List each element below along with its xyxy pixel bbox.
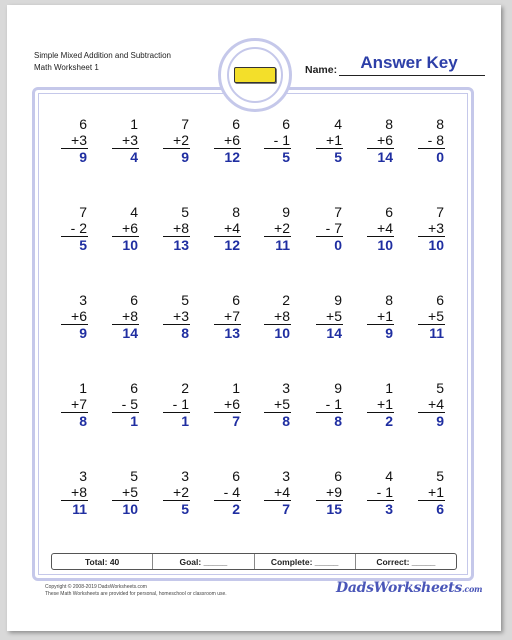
operand-top: 2 (282, 292, 290, 308)
math-problem (54, 204, 94, 253)
goal-cell: Goal: _____ (153, 554, 254, 569)
math-problem (360, 468, 400, 517)
operand-top: 6 (130, 380, 138, 396)
math-problem (411, 292, 451, 341)
operand-top: 4 (130, 204, 138, 220)
operand-bottom: +8 (173, 220, 189, 236)
name-line (339, 75, 485, 76)
operand-top: 7 (181, 116, 189, 132)
operand-top: 8 (436, 116, 444, 132)
total-cell: Total: 40 (52, 554, 153, 569)
math-problem (156, 116, 196, 165)
answer: 10 (122, 237, 138, 253)
operand-top: 7 (436, 204, 444, 220)
math-problem (54, 292, 94, 341)
answer: 5 (334, 149, 342, 165)
operand-top: 4 (385, 468, 393, 484)
math-problem (207, 204, 247, 253)
math-problem (411, 468, 451, 517)
operand-top: 5 (436, 380, 444, 396)
operand-top: 8 (385, 116, 393, 132)
answer: 14 (326, 325, 342, 341)
answer: 8 (334, 413, 342, 429)
operand-top: 3 (79, 292, 87, 308)
operand-top: 6 (385, 204, 393, 220)
operand-top: 6 (232, 292, 240, 308)
operand-bottom: +6 (122, 220, 138, 236)
answer: 12 (224, 149, 240, 165)
operand-bottom: +4 (428, 396, 444, 412)
math-problem (105, 468, 145, 517)
operand-top: 1 (385, 380, 393, 396)
operand-bottom: +2 (173, 484, 189, 500)
math-problem (309, 468, 349, 517)
answer: 10 (377, 237, 393, 253)
answer: 7 (232, 413, 240, 429)
answer: 2 (232, 501, 240, 517)
operand-top: 1 (79, 380, 87, 396)
math-problem (257, 204, 297, 253)
answer: 9 (79, 149, 87, 165)
math-problem (411, 116, 451, 165)
operand-bottom: +4 (224, 220, 240, 236)
name-label: Name: (305, 64, 338, 76)
operand-top: 2 (181, 380, 189, 396)
answer: 0 (334, 237, 342, 253)
operand-top: 6 (232, 116, 240, 132)
operand-top: 5 (181, 292, 189, 308)
math-problem (156, 204, 196, 253)
answer: 11 (275, 237, 290, 253)
operand-top: 3 (79, 468, 87, 484)
answer: 0 (436, 149, 444, 165)
operand-bottom: +1 (326, 132, 342, 148)
operand-top: 6 (130, 292, 138, 308)
usage-line: These Math Worksheets are provided for personal, homeschool or classroom use. (45, 591, 227, 597)
answer: 14 (377, 149, 393, 165)
operand-bottom: +9 (326, 484, 342, 500)
answer: 3 (385, 501, 393, 517)
math-problem (207, 292, 247, 341)
math-problem (156, 468, 196, 517)
operand-top: 8 (385, 292, 393, 308)
eraser-badge (218, 38, 292, 112)
operand-top: 3 (282, 380, 290, 396)
eraser-icon (234, 67, 276, 83)
math-problem (360, 204, 400, 253)
operand-bottom: - 5 (121, 396, 138, 412)
math-problem (411, 380, 451, 429)
operand-top: 9 (334, 380, 342, 396)
operand-top: 8 (232, 204, 240, 220)
problems-frame-inner (38, 93, 468, 575)
operand-bottom: +3 (428, 220, 444, 236)
math-problem (309, 380, 349, 429)
operand-bottom: +3 (71, 132, 87, 148)
answer: 10 (274, 325, 290, 341)
operand-bottom: +1 (428, 484, 444, 500)
logo-text: DadsWorksheets (336, 580, 462, 596)
operand-bottom: +1 (377, 396, 393, 412)
math-problem (105, 380, 145, 429)
math-problem (411, 204, 451, 253)
answer: 14 (122, 325, 138, 341)
math-problem (257, 116, 297, 165)
operand-bottom: +6 (377, 132, 393, 148)
eraser-badge-ring (227, 47, 283, 103)
operand-bottom: - 2 (70, 220, 87, 236)
answer: 2 (385, 413, 393, 429)
answer: 13 (173, 237, 189, 253)
math-problem (54, 468, 94, 517)
operand-bottom: +5 (428, 308, 444, 324)
copyright-line: Copyright © 2008-2019 DadsWorksheets.com (45, 584, 147, 590)
answer: 9 (436, 413, 444, 429)
operand-bottom: +6 (71, 308, 87, 324)
math-problem (207, 468, 247, 517)
answer: 8 (282, 413, 290, 429)
math-problem (309, 116, 349, 165)
operand-bottom: +5 (326, 308, 342, 324)
math-problem (360, 292, 400, 341)
answer: 8 (79, 413, 87, 429)
operand-top: 6 (232, 468, 240, 484)
answer: 7 (282, 501, 290, 517)
operand-bottom: - 8 (427, 132, 444, 148)
operand-bottom: +4 (274, 484, 290, 500)
math-problem (105, 292, 145, 341)
answer: 1 (130, 413, 138, 429)
score-footer (51, 553, 457, 570)
operand-top: 5 (181, 204, 189, 220)
operand-bottom: +8 (71, 484, 87, 500)
answer: 9 (181, 149, 189, 165)
answer: 12 (224, 237, 240, 253)
operand-bottom: - 1 (273, 132, 290, 148)
operand-top: 3 (282, 468, 290, 484)
copyright (45, 584, 227, 598)
answer: 13 (224, 325, 240, 341)
math-problem (156, 380, 196, 429)
site-logo (336, 580, 482, 596)
operand-bottom: - 1 (325, 396, 342, 412)
math-problem (105, 204, 145, 253)
answer: 5 (282, 149, 290, 165)
operand-top: 3 (181, 468, 189, 484)
operand-bottom: +6 (224, 132, 240, 148)
answer: 5 (79, 237, 87, 253)
operand-bottom: +2 (173, 132, 189, 148)
math-problem (360, 116, 400, 165)
operand-bottom: +7 (224, 308, 240, 324)
math-problem (309, 292, 349, 341)
math-problem (257, 380, 297, 429)
operand-bottom: +3 (122, 132, 138, 148)
answer: 10 (122, 501, 138, 517)
answer: 11 (72, 501, 87, 517)
answer: 4 (130, 149, 138, 165)
complete-cell: Complete: _____ (255, 554, 356, 569)
math-problem (105, 116, 145, 165)
operand-top: 1 (232, 380, 240, 396)
math-problem (54, 380, 94, 429)
operand-top: 6 (436, 292, 444, 308)
answer: 10 (428, 237, 444, 253)
answer: 15 (326, 501, 342, 517)
operand-top: 6 (79, 116, 87, 132)
math-problem (54, 116, 94, 165)
operand-top: 1 (130, 116, 138, 132)
operand-bottom: - 1 (376, 484, 393, 500)
math-problem (360, 380, 400, 429)
operand-bottom: +3 (173, 308, 189, 324)
logo-suffix: .com (461, 584, 483, 594)
operand-bottom: - 7 (325, 220, 342, 236)
operand-bottom: +7 (71, 396, 87, 412)
math-problem (309, 204, 349, 253)
answer-key-label: Answer Key (360, 53, 458, 72)
math-problem (257, 292, 297, 341)
operand-top: 5 (436, 468, 444, 484)
math-problem (257, 468, 297, 517)
operand-bottom: +6 (224, 396, 240, 412)
answer: 6 (436, 501, 444, 517)
math-problem (156, 292, 196, 341)
answer: 8 (181, 325, 189, 341)
operand-bottom: +5 (122, 484, 138, 500)
operand-top: 7 (79, 204, 87, 220)
operand-top: 9 (282, 204, 290, 220)
math-problem (207, 116, 247, 165)
answer: 5 (181, 501, 189, 517)
operand-bottom: - 4 (223, 484, 240, 500)
operand-bottom: +8 (122, 308, 138, 324)
worksheet-subtitle: Math Worksheet 1 (34, 63, 99, 72)
operand-bottom: +2 (274, 220, 290, 236)
operand-top: 9 (334, 292, 342, 308)
operand-top: 5 (130, 468, 138, 484)
answer: 11 (429, 325, 444, 341)
operand-bottom: +8 (274, 308, 290, 324)
operand-bottom: +1 (377, 308, 393, 324)
operand-top: 6 (282, 116, 290, 132)
operand-bottom: +4 (377, 220, 393, 236)
operand-top: 4 (334, 116, 342, 132)
math-problem (207, 380, 247, 429)
operand-bottom: +5 (274, 396, 290, 412)
correct-cell: Correct: _____ (376, 556, 436, 567)
answer: 9 (79, 325, 87, 341)
answer: 1 (181, 413, 189, 429)
answer: 9 (385, 325, 393, 341)
operand-top: 6 (334, 468, 342, 484)
worksheet-title: Simple Mixed Addition and Subtraction (34, 51, 171, 60)
operand-top: 7 (334, 204, 342, 220)
operand-bottom: - 1 (172, 396, 189, 412)
